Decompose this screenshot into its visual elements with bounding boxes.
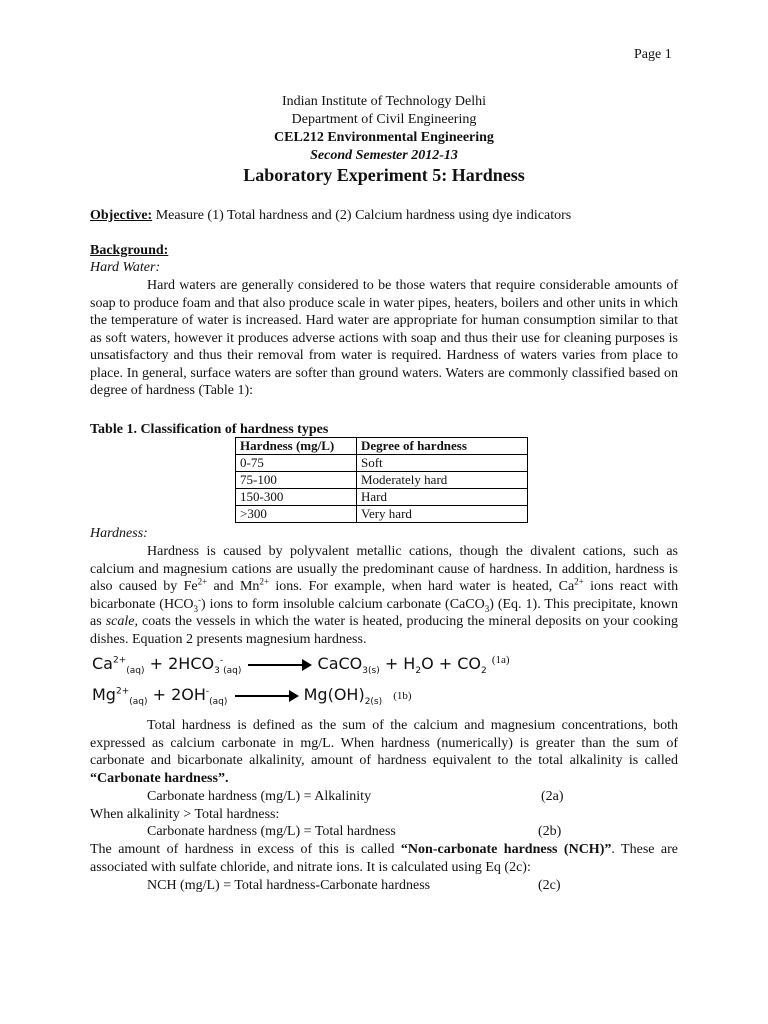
hardness-table	[235, 437, 528, 523]
equation-2a: Carbonate hardness (mg/L) = Alkalinity	[147, 789, 372, 804]
hardness-text: and	[213, 579, 234, 594]
table-row	[236, 489, 528, 506]
eq-term: + 2HCO	[149, 654, 215, 673]
eq-state: (aq)	[223, 666, 242, 677]
scale-term: scale,	[105, 614, 138, 629]
eq-subscript: 2	[481, 666, 487, 677]
equation-number: (2c)	[538, 878, 561, 893]
document-title: Laboratory Experiment 5: Hardness	[243, 165, 525, 185]
eq-term: CaCO	[317, 654, 363, 673]
page-number: Page 1	[634, 47, 672, 62]
table-cell: 150-300	[236, 489, 357, 506]
equation-number: (2b)	[538, 824, 562, 839]
manganese-symbol: Mn	[239, 579, 260, 594]
table-cell: Very hard	[357, 506, 528, 523]
table-cell: Soft	[357, 455, 528, 472]
table-row	[236, 472, 528, 489]
eq-subscript: 3(s)	[362, 666, 380, 677]
eq-charge: 2+	[115, 686, 130, 697]
eq-term: O + CO	[421, 654, 482, 673]
nch-text: The amount of hardness in excess of this is called	[90, 842, 395, 857]
hardness-text: ions react with bicarbonate (HCO	[90, 579, 679, 612]
eq-term: Mg	[92, 685, 116, 704]
eq-state: (aq)	[209, 697, 228, 708]
total-hardness-paragraph	[90, 717, 678, 787]
hard-water-subheading: Hard Water:	[90, 260, 161, 275]
table-row	[236, 455, 528, 472]
hardness-subheading: Hardness:	[90, 526, 148, 541]
eq-state: (aq)	[129, 697, 148, 708]
eq-term: Mg(OH)	[303, 685, 365, 704]
objective-text: Measure (1) Total hardness and (2) Calcium hardness using dye indicators	[155, 208, 572, 223]
nch-paragraph	[90, 841, 678, 876]
iron-charge: 2+	[197, 576, 208, 587]
table-row	[236, 506, 528, 523]
carbonate-subscript: 3	[484, 603, 490, 614]
bicarbonate-subscript: 3	[193, 603, 198, 614]
bicarbonate-charge: -	[198, 593, 201, 604]
manganese-charge: 2+	[259, 576, 270, 587]
hardness-text: Hardness is caused by polyvalent metallic cations, though the divalent cations, such as calcium and magnesium cations are usually the predominant cause of hardness. In addition, hardness is also caused by	[90, 544, 678, 594]
table-cell: Hard	[357, 489, 528, 506]
hardness-text: ) ions to form insoluble calcium carbonate (CaCO	[201, 596, 485, 612]
nch-text: . These are associated with sulfate chloride, and nitrate ions. It is calculated using Eq (2c):	[90, 842, 679, 875]
hardness-text: ) (Eq. 1). This precipitate, known as	[90, 596, 678, 629]
table-cell: Moderately hard	[357, 472, 528, 489]
department-name: Department of Civil Engineering	[291, 112, 477, 127]
eq-term: Ca	[92, 654, 113, 673]
equation-1b	[92, 685, 412, 708]
carbonate-hardness-term: “Carbonate hardness”.	[90, 770, 229, 786]
objective-line	[90, 207, 571, 225]
table-cell: >300	[236, 506, 357, 523]
semester: Second Semester 2012-13	[310, 148, 458, 163]
equation-number: (1b)	[393, 689, 412, 702]
hardness-text: coats the vessels in which the water is heated, producing the mineral deposits on your cooking dishes. Equation 2 presents magnesium hardness.	[90, 614, 679, 647]
equation-number: (2a)	[541, 789, 564, 804]
hard-water-paragraph: Hard waters are generally considered to be those waters that require considerable amounts of soap to produce foam and that also produce scale in water pipes, heaters, boilers and other units in which the temperature of water is increased. Hard water are appropriate for human consumption similar to that as soft waters, however it produces adverse actions with soap and thus their use for cleaning purposes is unsatisfactory and thus their removal from water is required. Hardness of waters varies from place to place. In general, surface waters are softer than ground waters. Waters are commonly classified based on degree of hardness (Table 1):	[90, 278, 678, 398]
table-header-cell: Degree of hardness	[357, 438, 528, 455]
equation-number: (1a)	[491, 654, 510, 666]
eq-charge: -	[219, 655, 224, 666]
eq-subscript: 2	[415, 666, 422, 677]
eq-charge: 2+	[112, 655, 127, 666]
table-cell: 75-100	[236, 472, 357, 489]
table-caption: Table 1. Classification of hardness types	[90, 422, 329, 437]
equation-1a	[92, 654, 510, 677]
institute-name: Indian Institute of Technology Delhi	[281, 94, 487, 109]
hardness-paragraph	[90, 543, 678, 648]
eq-charge: -	[205, 686, 210, 697]
objective-label: Objective:	[90, 208, 153, 223]
reaction-arrow-icon	[248, 664, 310, 666]
eq-subscript: 2(s)	[364, 697, 383, 708]
reaction-arrow-icon	[235, 695, 297, 697]
eq-subscript: 3	[214, 666, 220, 677]
equation-2c: NCH (mg/L) = Total hardness-Carbonate hardness	[147, 878, 431, 893]
eq-term: + H	[384, 654, 416, 673]
table-cell: 0-75	[236, 455, 357, 472]
calcium-charge: 2+	[574, 576, 584, 587]
calcium-symbol: Ca	[558, 579, 575, 594]
alkalinity-condition: When alkalinity > Total hardness:	[90, 807, 280, 822]
background-heading: Background:	[90, 243, 169, 258]
total-hardness-text: Total hardness is defined as the sum of the calcium and magnesium concentrations, both expressed as calcium carbonate in mg/L. When hardness (numerically) is greater than the sum of carbonate and bicarbonate alkalinity, amount of hardness equivalent to the total alkalinity is called	[90, 718, 678, 768]
nch-term: “Non-carbonate hardness (NCH)”	[400, 842, 612, 857]
table-header-row	[236, 438, 528, 455]
eq-state: (aq)	[126, 666, 145, 677]
table-header-cell: Hardness (mg/L)	[236, 438, 357, 455]
equation-2b: Carbonate hardness (mg/L) = Total hardness	[147, 824, 396, 839]
iron-symbol: Fe	[183, 579, 198, 594]
hardness-text: ions. For example, when hard water is heated,	[275, 579, 553, 594]
eq-term: + 2OH	[152, 685, 206, 704]
course-name: CEL212 Environmental Engineering	[274, 130, 494, 145]
